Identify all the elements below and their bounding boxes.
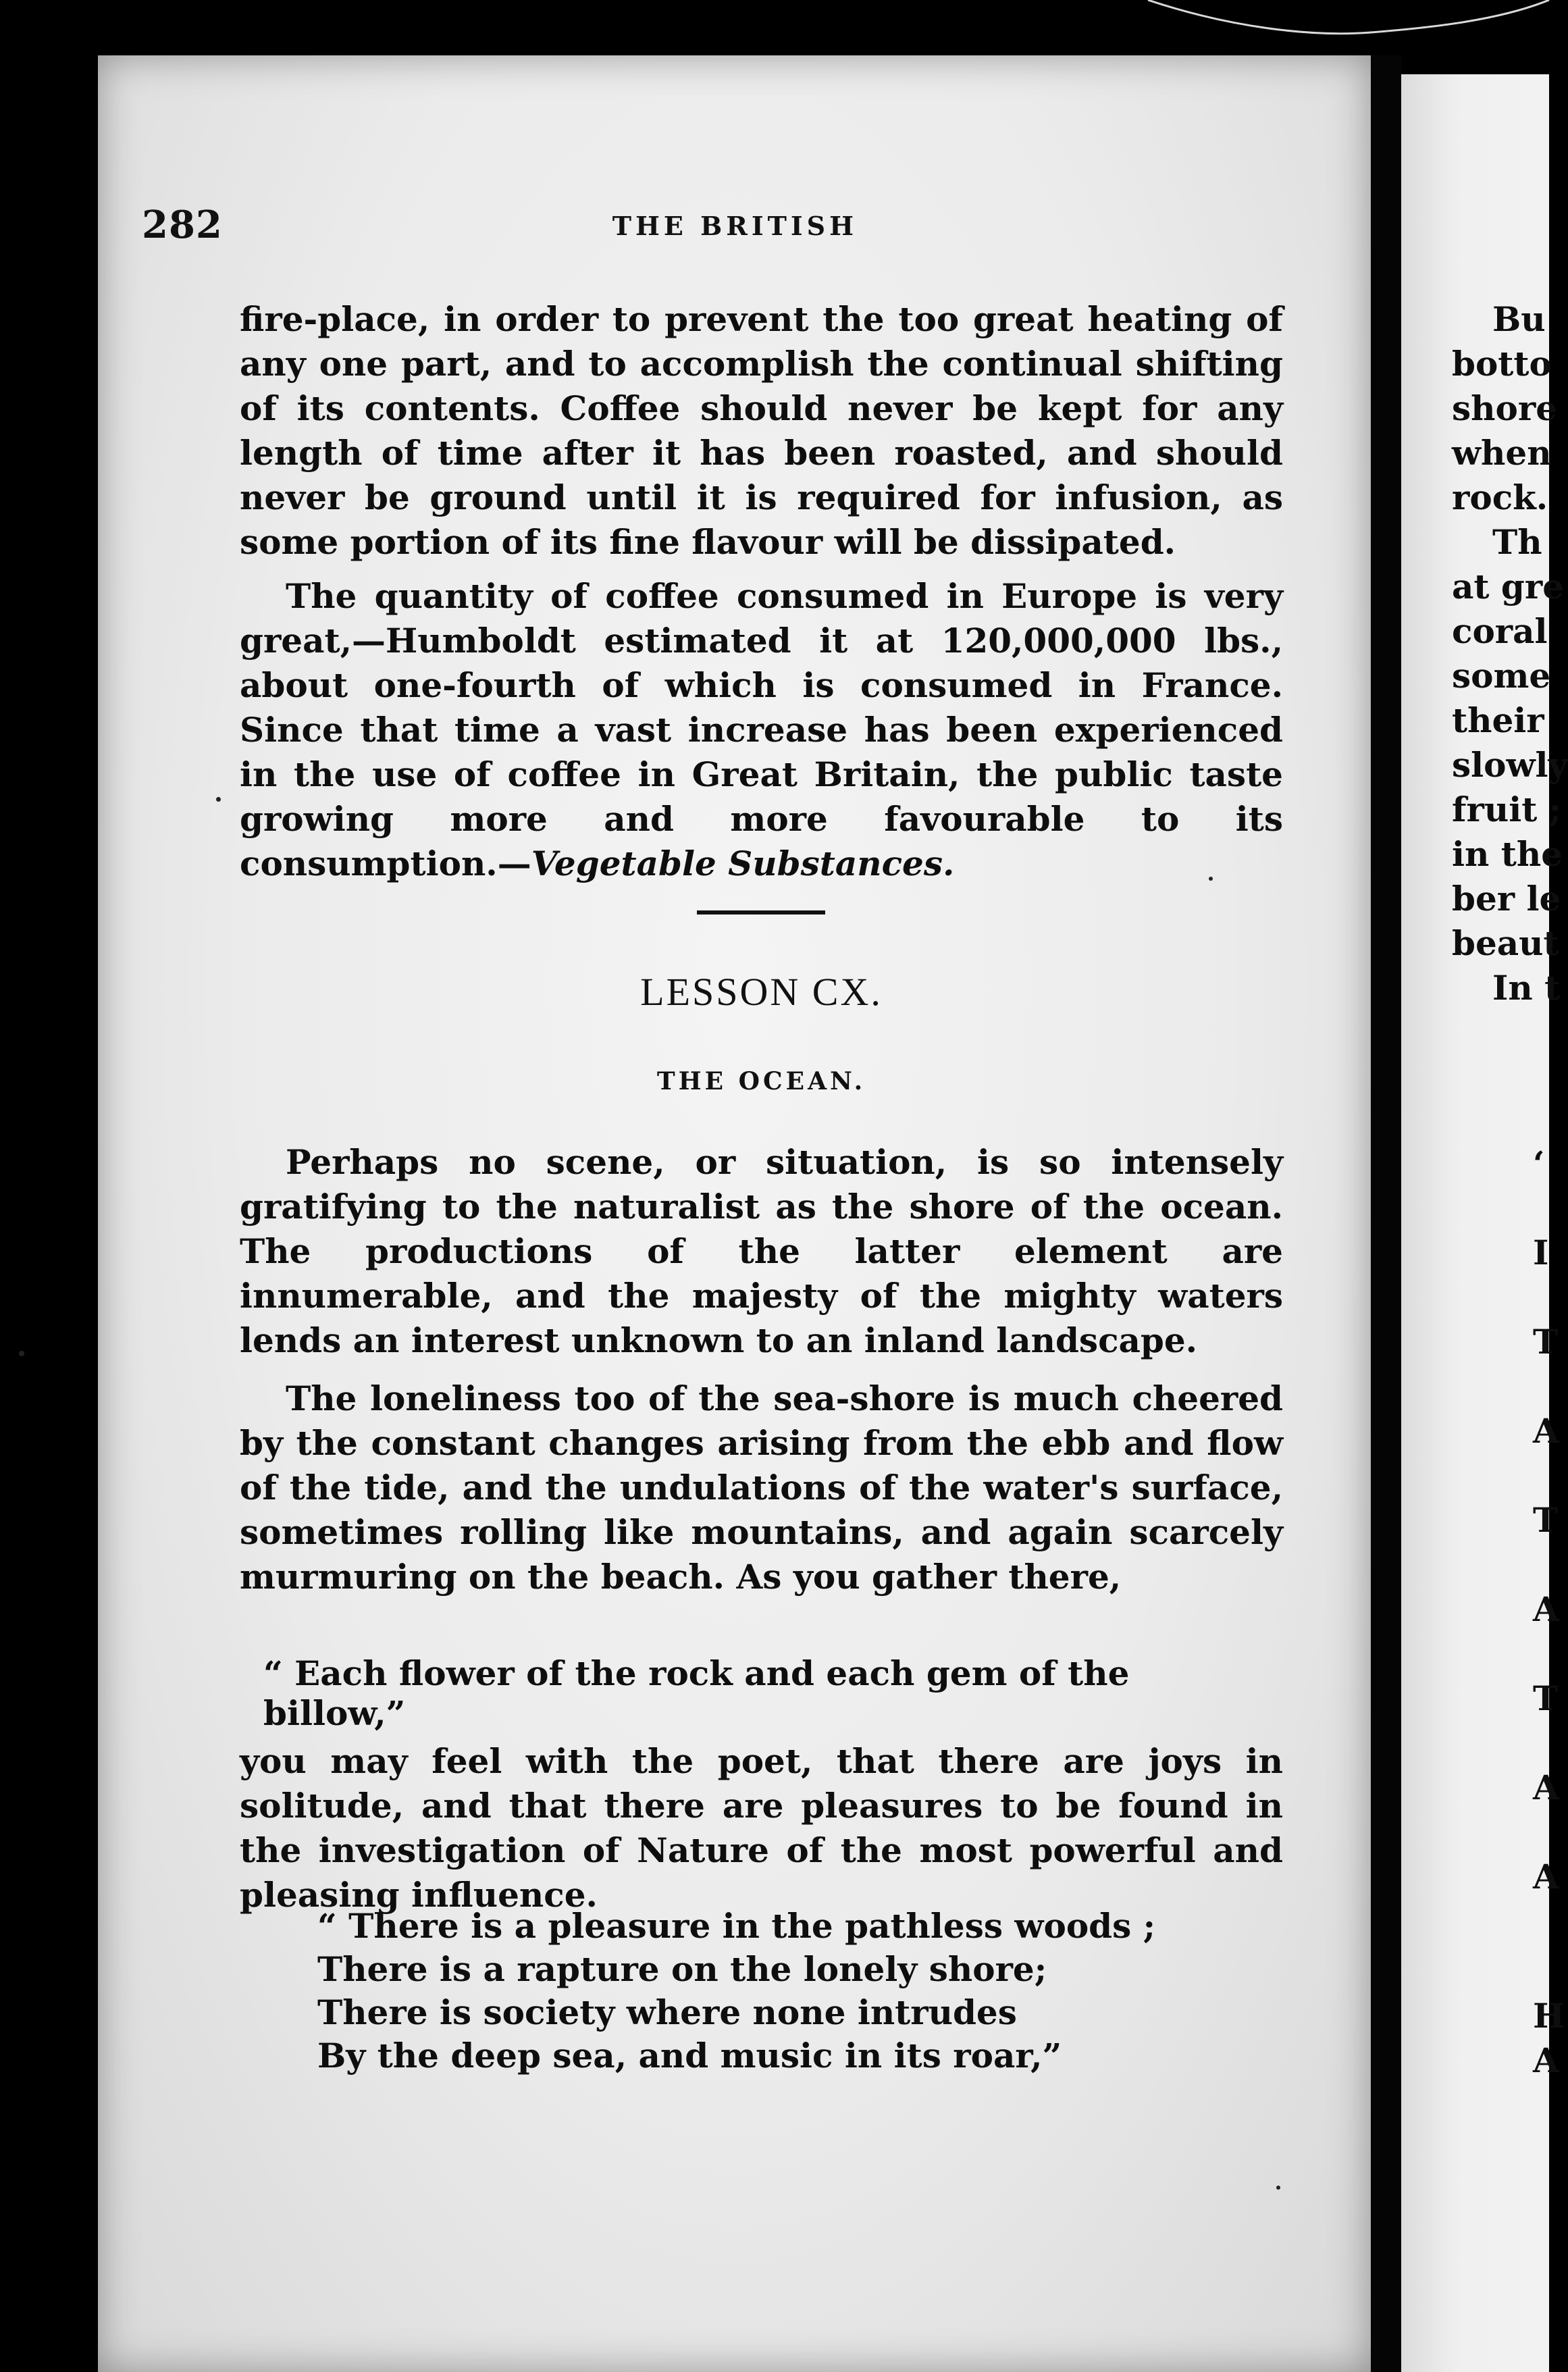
margin-letter: T xyxy=(1533,1322,1559,1362)
adjacent-line: ber le xyxy=(1452,879,1561,919)
paragraph-coffee-consumption-text: The quantity of coffee consumed in Europe is very great,—Humboldt estimated it at 120,000,000 lbs., about one-fourth of which is consumed in France. Since that time a vast increase has been experienced in the use of coffee in Great Britain, the public taste growing more and more favourable to its consumption.— xyxy=(240,576,1283,883)
margin-letter: A xyxy=(1533,1768,1559,1807)
margin-letter: A xyxy=(1533,2040,1559,2080)
margin-letter: T xyxy=(1533,1500,1559,1540)
paragraph-coffee-storage: fire-place, in order to prevent the too great heating of any one part, and to accomplish the continual shifting of its contents. Coffee should never be kept for any length of time after it has been roasted, and should never be ground until it is required for infusion, as some portion of its fine flavour will be dissipated. xyxy=(240,299,1283,562)
paragraph-coffee-consumption xyxy=(240,574,1283,886)
lesson-heading: LESSON CX. xyxy=(640,970,883,1014)
lesson-subheading: THE OCEAN. xyxy=(656,1067,866,1095)
adjacent-line: fruit ; xyxy=(1452,790,1562,829)
paragraph-ocean-intro: Perhaps no scene, or situation, is so intensely gratifying to the naturalist as the shore of the ocean. The productions of the latter element are innumerable, and the majesty of the mighty waters lends an interest unknown to an inland landscape. xyxy=(240,1142,1283,1360)
adjacent-line: shore xyxy=(1452,388,1558,428)
adjacent-line: slowly xyxy=(1452,745,1568,785)
source-citation: Vegetable Substances. xyxy=(531,844,955,883)
adjacent-line: some xyxy=(1452,656,1551,696)
adjacent-line: Bu xyxy=(1492,299,1546,339)
adjacent-line: botto xyxy=(1452,344,1552,384)
verse-line: There is a rapture on the lonely shore; xyxy=(317,1949,1047,1989)
margin-letter: H xyxy=(1533,1996,1565,2036)
adjacent-line: coral xyxy=(1452,611,1548,651)
adjacent-line: when xyxy=(1452,433,1552,473)
adjacent-line: beaut xyxy=(1452,923,1559,963)
quoted-line: “ Each flower of the rock and each gem of the billow,” xyxy=(263,1653,1130,1733)
scan-speck xyxy=(1209,877,1213,881)
verse-quotation xyxy=(317,1905,1283,2078)
margin-letter: I xyxy=(1533,1233,1549,1272)
scan-speck xyxy=(1276,2186,1280,2190)
section-divider-rule xyxy=(697,910,825,914)
adjacent-page-text xyxy=(1452,297,1568,1010)
adjacent-page-margin-letters xyxy=(1533,1141,1565,2083)
paragraph-after-quote: you may feel with the poet, that there are joys in solitude, and that there are pleasures to be found in the investigation of Nature of the most powerful and pleasing influence. xyxy=(240,1741,1283,1915)
scan-speck xyxy=(19,1351,24,1356)
running-title: THE BRITISH xyxy=(612,211,858,241)
margin-letter: A xyxy=(1533,1411,1559,1451)
margin-letter: A xyxy=(1533,1589,1559,1629)
book-gutter xyxy=(1371,55,1401,2372)
verse-line: By the deep sea, and music in its roar,” xyxy=(317,2036,1062,2076)
verse-line: “ There is a pleasure in the pathless woods ; xyxy=(317,1906,1156,1946)
adjacent-line: their xyxy=(1452,700,1544,740)
scan-speck xyxy=(216,797,221,802)
adjacent-line: at gre xyxy=(1452,567,1565,607)
adjacent-line: in the xyxy=(1452,834,1563,874)
margin-letter: T xyxy=(1533,1678,1559,1718)
margin-letter: A xyxy=(1533,1857,1559,1897)
margin-letter: ‘ xyxy=(1533,1143,1545,1183)
adjacent-line: rock. xyxy=(1452,478,1548,517)
adjacent-line: Th xyxy=(1492,522,1542,562)
adjacent-line: In t xyxy=(1492,968,1561,1008)
page-number: 282 xyxy=(142,203,223,247)
running-head xyxy=(142,203,1283,257)
verse-line: There is society where none intrudes xyxy=(317,1992,1017,2032)
paragraph-sea-shore: The loneliness too of the sea-shore is much cheered by the constant changes arising from the ebb and flow of the tide, and the undulations of the water's surface, sometimes rolling like mountains, and again scarcely murmuring on the beach. As you gather there, xyxy=(240,1378,1283,1597)
